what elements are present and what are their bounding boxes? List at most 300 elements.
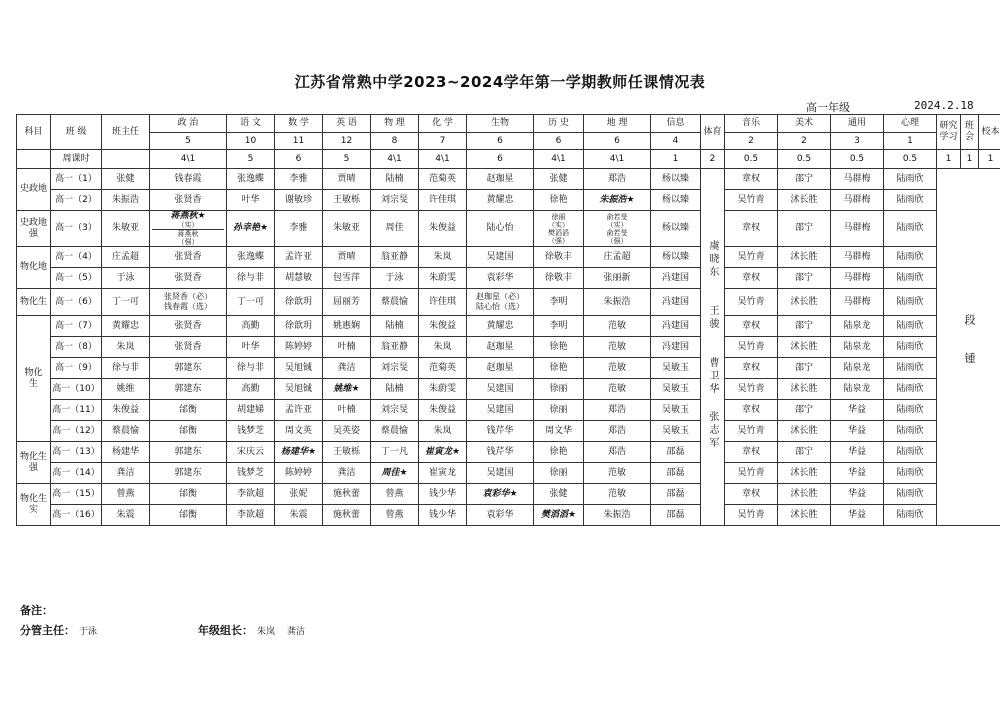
music-cell: 吴竹青 [725,505,778,526]
chinese-cell: 徐与非 [227,358,275,379]
weekly-label: 周课时 [51,150,102,169]
count-politics: 5 [150,133,227,150]
weekly-art: 0.5 [778,150,831,169]
it-cell: 杨以臻 [651,169,701,190]
politics-cell: 钱春霞 [150,169,227,190]
psych-cell: 陆雨欣 [884,484,937,505]
chinese-cell: 李欲超 [227,505,275,526]
math-cell: 孟许亚 [275,400,323,421]
header-math: 数 学 [275,115,323,133]
politics-cell: 邰衡 [150,421,227,442]
biology-cell: 黄耀忠 [467,316,534,337]
it-cell: 杨以臻 [651,190,701,211]
header-art: 美术 [778,115,831,133]
physics-cell: 丁一凡 [371,442,419,463]
weekly-chemistry: 4\1 [419,150,467,169]
header-chinese: 语 文 [227,115,275,133]
weekly-meeting: 1 [961,150,979,169]
count-physics: 8 [371,133,419,150]
history-cell: 徐艳 [534,358,584,379]
history-cell: 徐敬丰 [534,268,584,289]
english-cell: 贾晴 [323,247,371,268]
it-cell: 邵磊 [651,442,701,463]
class-cell: 高一（14） [51,463,102,484]
music-cell: 吴竹青 [725,190,778,211]
art-cell: 邵宁 [778,211,831,247]
it-cell: 邵磊 [651,484,701,505]
header-pe: 体育 [701,115,725,150]
history-cell: 徐丽 [534,379,584,400]
general-cell: 马群梅 [831,247,884,268]
geography-cell: 郑浩 [584,442,651,463]
math-cell: 李雅 [275,211,323,247]
chemistry-cell: 范菊英 [419,169,467,190]
biology-cell: 黄耀忠 [467,190,534,211]
politics-cell: 郭建东 [150,379,227,400]
geography-cell: 范敏 [584,337,651,358]
class-cell: 高一（6） [51,289,102,316]
math-cell: 李雅 [275,169,323,190]
music-cell: 章权 [725,169,778,190]
class-cell: 高一（3） [51,211,102,247]
weekly-music: 0.5 [725,150,778,169]
art-cell: 沭长胜 [778,463,831,484]
head-teacher-cell: 丁一可 [102,289,150,316]
psych-cell: 陆雨欣 [884,442,937,463]
group-label: 物化生实 [17,484,51,526]
it-cell: 吴敏玉 [651,358,701,379]
english-cell: 贾晴 [323,169,371,190]
physics-cell: 刘宗旻 [371,400,419,421]
class-cell: 高一（16） [51,505,102,526]
weekly-math: 6 [275,150,323,169]
biology-cell: 吴建国 [467,247,534,268]
leader-name-1: 朱岚 [257,627,276,637]
it-cell: 邵磊 [651,463,701,484]
english-cell: 吴英姿 [323,421,371,442]
it-cell: 吴敏玉 [651,421,701,442]
music-cell: 吴竹青 [725,421,778,442]
weekly-it: 1 [651,150,701,169]
header-biology: 生物 [467,115,534,133]
weekly-history: 4\1 [534,150,584,169]
general-cell: 华益 [831,463,884,484]
geography-cell: 朱振浩★ [584,190,651,211]
head-teacher-cell: 曾燕 [102,484,150,505]
history-cell: 徐艳 [534,190,584,211]
general-cell: 华益 [831,442,884,463]
math-cell: 徐歆玥 [275,316,323,337]
math-cell: 谢敏珍 [275,190,323,211]
leader-name-2: 龚洁 [287,627,306,637]
head-teacher-cell: 朱俊益 [102,400,150,421]
it-cell: 邵磊 [651,505,701,526]
header-psych: 心理 [884,115,937,133]
weekly-biology: 6 [467,150,534,169]
leader-label: 年级组长： [198,624,253,637]
music-cell: 章权 [725,268,778,289]
art-cell: 邵宁 [778,316,831,337]
music-cell: 吴竹青 [725,379,778,400]
head-teacher-cell: 张健 [102,169,150,190]
pe-teacher-3: 曹卫华 [707,357,718,396]
politics-cell: 郭建东 [150,358,227,379]
biology-cell: 赵珈星 [467,358,534,379]
head-teacher-cell: 朱岚 [102,337,150,358]
physics-cell: 陆楠 [371,316,419,337]
politics-cell: 邰衡 [150,400,227,421]
politics-cell: 张贤香 [150,337,227,358]
physics-cell: 曾燕 [371,505,419,526]
geography-cell: 庄孟超 [584,247,651,268]
math-cell: 徐歆玥 [275,289,323,316]
it-cell: 杨以臻 [651,247,701,268]
chemistry-cell: 崔寅龙★ [419,442,467,463]
chinese-cell: 李欲超 [227,484,275,505]
history-b: 樊滔滔 [548,228,569,237]
group-label: 物化生 [17,289,51,316]
pe-teacher-2: 王骏 [707,305,718,331]
chemistry-cell: 朱蔚雯 [419,379,467,400]
english-cell: 姚惠娴 [323,316,371,337]
general-cell: 华益 [831,421,884,442]
art-cell: 沭长胜 [778,484,831,505]
it-cell: 吴敏玉 [651,379,701,400]
politics-a: 蒋燕秋★ [170,211,206,221]
class-cell: 高一（9） [51,358,102,379]
head-teacher-cell: 于泳 [102,268,150,289]
physics-cell: 蔡晨愉 [371,289,419,316]
biology-cell: 钱芹华 [467,442,534,463]
math-cell: 胡慧敏 [275,268,323,289]
psych-cell: 陆雨欣 [884,289,937,316]
general-cell: 马群梅 [831,211,884,247]
count-math: 11 [275,133,323,150]
chemistry-cell: 朱俊益 [419,316,467,337]
geography-cell: 范敏 [584,484,651,505]
chinese-cell: 胡建娣 [227,400,275,421]
biology-cell: 袁彩华 [467,505,534,526]
geography-cell: 范敏 [584,379,651,400]
geography-b: 俞若旻 [606,228,628,237]
music-cell: 章权 [725,316,778,337]
general-cell: 华益 [831,505,884,526]
head-teacher-cell: 蔡晨愉 [102,421,150,442]
chemistry-cell: 朱岚 [419,337,467,358]
general-cell: 陆泉龙 [831,337,884,358]
it-cell: 冯建国 [651,337,701,358]
history-a-note: （实） [548,220,569,229]
geography-b-note: （强） [606,236,628,245]
date-label: 2024.2.18 [914,99,974,112]
schedule-table [16,114,1000,526]
geography-cell [584,211,651,247]
biology-cell: 陆心怡 [467,211,534,247]
politics-b-note: （强） [177,238,199,246]
math-cell: 吴旭铖 [275,379,323,400]
biology-cell [467,289,534,316]
page-title: 江苏省常熟中学2023~2024学年第一学期教师任课情况表 [294,73,706,91]
music-cell: 章权 [725,484,778,505]
art-cell: 沭长胜 [778,247,831,268]
geography-cell: 朱振浩 [584,505,651,526]
chemistry-cell: 钱少华 [419,505,467,526]
psych-cell: 陆雨欣 [884,463,937,484]
class-cell: 高一（12） [51,421,102,442]
chinese-cell: 钱梦芝 [227,463,275,484]
chinese-cell: 孙幸艳★ [227,211,275,247]
header-physics: 物 理 [371,115,419,133]
weekly-school: 1 [979,150,1000,169]
math-cell: 周文英 [275,421,323,442]
count-chemistry: 7 [419,133,467,150]
history-cell: 徐艳 [534,442,584,463]
director-line [20,622,97,638]
count-psych: 1 [884,133,937,150]
chinese-cell: 徐与非 [227,268,275,289]
director-name: 于泳 [79,627,98,637]
psych-cell: 陆雨欣 [884,169,937,190]
geography-cell: 范敏 [584,358,651,379]
chemistry-cell: 朱俊益 [419,400,467,421]
geography-a-note: （实） [606,220,628,229]
math-cell: 吴旭铖 [275,358,323,379]
physics-cell: 陆楠 [371,379,419,400]
politics-cell: 张贤香 [150,247,227,268]
history-cell: 徐丽 [534,400,584,421]
weekly-general: 0.5 [831,150,884,169]
weekly-english: 5 [323,150,371,169]
geography-a: 俞若旻 [606,212,628,221]
header-chemistry: 化 学 [419,115,467,133]
class-cell: 高一（11） [51,400,102,421]
general-cell: 华益 [831,400,884,421]
class-cell: 高一（4） [51,247,102,268]
weekly-blank [17,150,51,169]
biology-cell: 吴建国 [467,400,534,421]
class-cell: 高一（13） [51,442,102,463]
geography-cell: 朱振浩 [584,289,651,316]
art-cell: 沭长胜 [778,337,831,358]
politics-b: 蒋燕秋 [177,230,199,238]
group-label: 史政地 [17,169,51,211]
history-cell: 张健 [534,484,584,505]
english-cell: 屈丽芳 [323,289,371,316]
biology-cell: 吴建国 [467,463,534,484]
biology-a: 赵珈星（必） [476,292,524,301]
weekly-research: 1 [937,150,961,169]
head-teacher-cell: 徐与非 [102,358,150,379]
chinese-cell: 宋庆云 [227,442,275,463]
music-cell: 章权 [725,400,778,421]
header-research: 研究学习 [937,115,961,150]
header-it: 信息 [651,115,701,133]
music-cell: 吴竹青 [725,337,778,358]
physics-cell: 刘宗旻 [371,190,419,211]
it-cell: 吴敏玉 [651,400,701,421]
politics-cell: 郭建东 [150,463,227,484]
psych-cell: 陆雨欣 [884,247,937,268]
politics-cell: 张贤香 [150,190,227,211]
psych-cell: 陆雨欣 [884,400,937,421]
psych-cell: 陆雨欣 [884,337,937,358]
weekly-physics: 4\1 [371,150,419,169]
art-cell: 邵宁 [778,442,831,463]
head-teacher-cell: 杨建华 [102,442,150,463]
weekly-chinese: 5 [227,150,275,169]
header-geography: 地 理 [584,115,651,133]
header-english: 英 语 [323,115,371,133]
art-cell: 沭长胜 [778,289,831,316]
english-cell: 龚洁 [323,463,371,484]
biology-cell: 赵珈星 [467,169,534,190]
biology-cell: 赵珈星 [467,337,534,358]
count-general: 3 [831,133,884,150]
politics-cell: 邰衡 [150,505,227,526]
research-teacher: 段 锺 [963,314,976,376]
art-cell: 邵宁 [778,268,831,289]
pe-teacher-1: 虞晓东 [707,240,718,279]
english-cell: 姚维★ [323,379,371,400]
header-history: 历 史 [534,115,584,133]
it-cell: 杨以臻 [651,211,701,247]
math-cell: 孟许亚 [275,247,323,268]
history-cell: 李明 [534,289,584,316]
general-cell: 马群梅 [831,268,884,289]
history-cell: 樊滔滔★ [534,505,584,526]
politics-cell [150,289,227,316]
history-cell: 徐丽 [534,463,584,484]
class-cell: 高一（15） [51,484,102,505]
biology-cell: 袁彩华 [467,268,534,289]
chemistry-cell: 崔寅龙 [419,463,467,484]
class-cell: 高一（7） [51,316,102,337]
count-history: 6 [534,133,584,150]
psych-cell: 陆雨欣 [884,505,937,526]
class-cell: 高一（5） [51,268,102,289]
group-label: 物化生 [17,316,51,442]
leader-line [198,622,305,638]
politics-cell: 邰衡 [150,484,227,505]
politics-cell: 郭建东 [150,442,227,463]
math-cell: 杨建华★ [275,442,323,463]
physics-cell: 曾燕 [371,484,419,505]
geography-cell: 郑浩 [584,421,651,442]
weekly-geography: 4\1 [584,150,651,169]
chinese-cell: 钱梦芝 [227,421,275,442]
art-cell: 邵宁 [778,400,831,421]
physics-cell: 刘宗旻 [371,358,419,379]
chemistry-cell: 钱少华 [419,484,467,505]
it-cell: 冯建国 [651,289,701,316]
physics-cell: 周佳★ [371,463,419,484]
english-cell: 叶楠 [323,337,371,358]
count-english: 12 [323,133,371,150]
history-cell: 张健 [534,169,584,190]
chemistry-cell: 朱蔚雯 [419,268,467,289]
art-cell: 邵宁 [778,358,831,379]
head-teacher-cell: 龚洁 [102,463,150,484]
history-a: 徐丽 [551,212,566,221]
politics-cell [150,211,227,247]
art-cell: 沭长胜 [778,190,831,211]
biology-cell: 钱芹华 [467,421,534,442]
politics-a: 张贤香（必） [164,292,212,301]
research-teacher-cell [937,169,1000,526]
politics-cell: 张贤香 [150,316,227,337]
chinese-cell: 叶华 [227,337,275,358]
head-teacher-cell: 庄孟超 [102,247,150,268]
politics-a-note: （实） [177,221,199,229]
politics-b: 钱春霞（选） [164,302,212,311]
physics-cell: 陆楠 [371,169,419,190]
director-label: 分管主任： [20,624,75,637]
header-music: 音乐 [725,115,778,133]
count-music: 2 [725,133,778,150]
psych-cell: 陆雨欣 [884,358,937,379]
geography-cell: 郑浩 [584,169,651,190]
chemistry-cell: 范菊英 [419,358,467,379]
chemistry-cell: 许佳琪 [419,289,467,316]
math-cell: 陈婷婷 [275,337,323,358]
class-cell: 高一（2） [51,190,102,211]
art-cell: 沭长胜 [778,421,831,442]
general-cell: 陆泉龙 [831,358,884,379]
physics-cell: 周佳 [371,211,419,247]
class-cell: 高一（8） [51,337,102,358]
math-cell: 张妮 [275,484,323,505]
header-school: 校本 [979,115,1000,150]
weekly-pe: 2 [701,150,725,169]
math-cell: 陈婷婷 [275,463,323,484]
politics-cell: 张贤香 [150,268,227,289]
general-cell: 陆泉龙 [831,379,884,400]
biology-cell: 袁彩华★ [467,484,534,505]
count-art: 2 [778,133,831,150]
chinese-cell: 丁一可 [227,289,275,316]
pe-teacher-4: 张志军 [707,411,718,450]
english-cell: 叶楠 [323,400,371,421]
geography-cell: 范敏 [584,316,651,337]
psych-cell: 陆雨欣 [884,190,937,211]
header-head-teacher: 班主任 [102,115,150,150]
geography-cell: 范敏 [584,463,651,484]
pe-teachers-cell [701,169,725,526]
group-label: 物化地 [17,247,51,289]
history-cell: 徐敬丰 [534,247,584,268]
physics-cell: 蔡晨愉 [371,421,419,442]
english-cell: 朱敏亚 [323,211,371,247]
head-teacher-cell: 黄耀忠 [102,316,150,337]
head-teacher-cell: 朱振浩 [102,190,150,211]
it-cell: 冯建国 [651,316,701,337]
music-cell: 吴竹青 [725,289,778,316]
header-subject: 科目 [17,115,51,150]
english-cell: 王敏栎 [323,442,371,463]
it-cell: 冯建国 [651,268,701,289]
psych-cell: 陆雨欣 [884,268,937,289]
general-cell: 马群梅 [831,289,884,316]
weekly-psych: 0.5 [884,150,937,169]
physics-cell: 翁亚静 [371,337,419,358]
art-cell: 邵宁 [778,169,831,190]
count-chinese: 10 [227,133,275,150]
music-cell: 吴竹青 [725,463,778,484]
head-teacher-cell: 朱敏亚 [102,211,150,247]
history-cell [534,211,584,247]
english-cell: 施秋蕾 [323,505,371,526]
music-cell: 章权 [725,442,778,463]
